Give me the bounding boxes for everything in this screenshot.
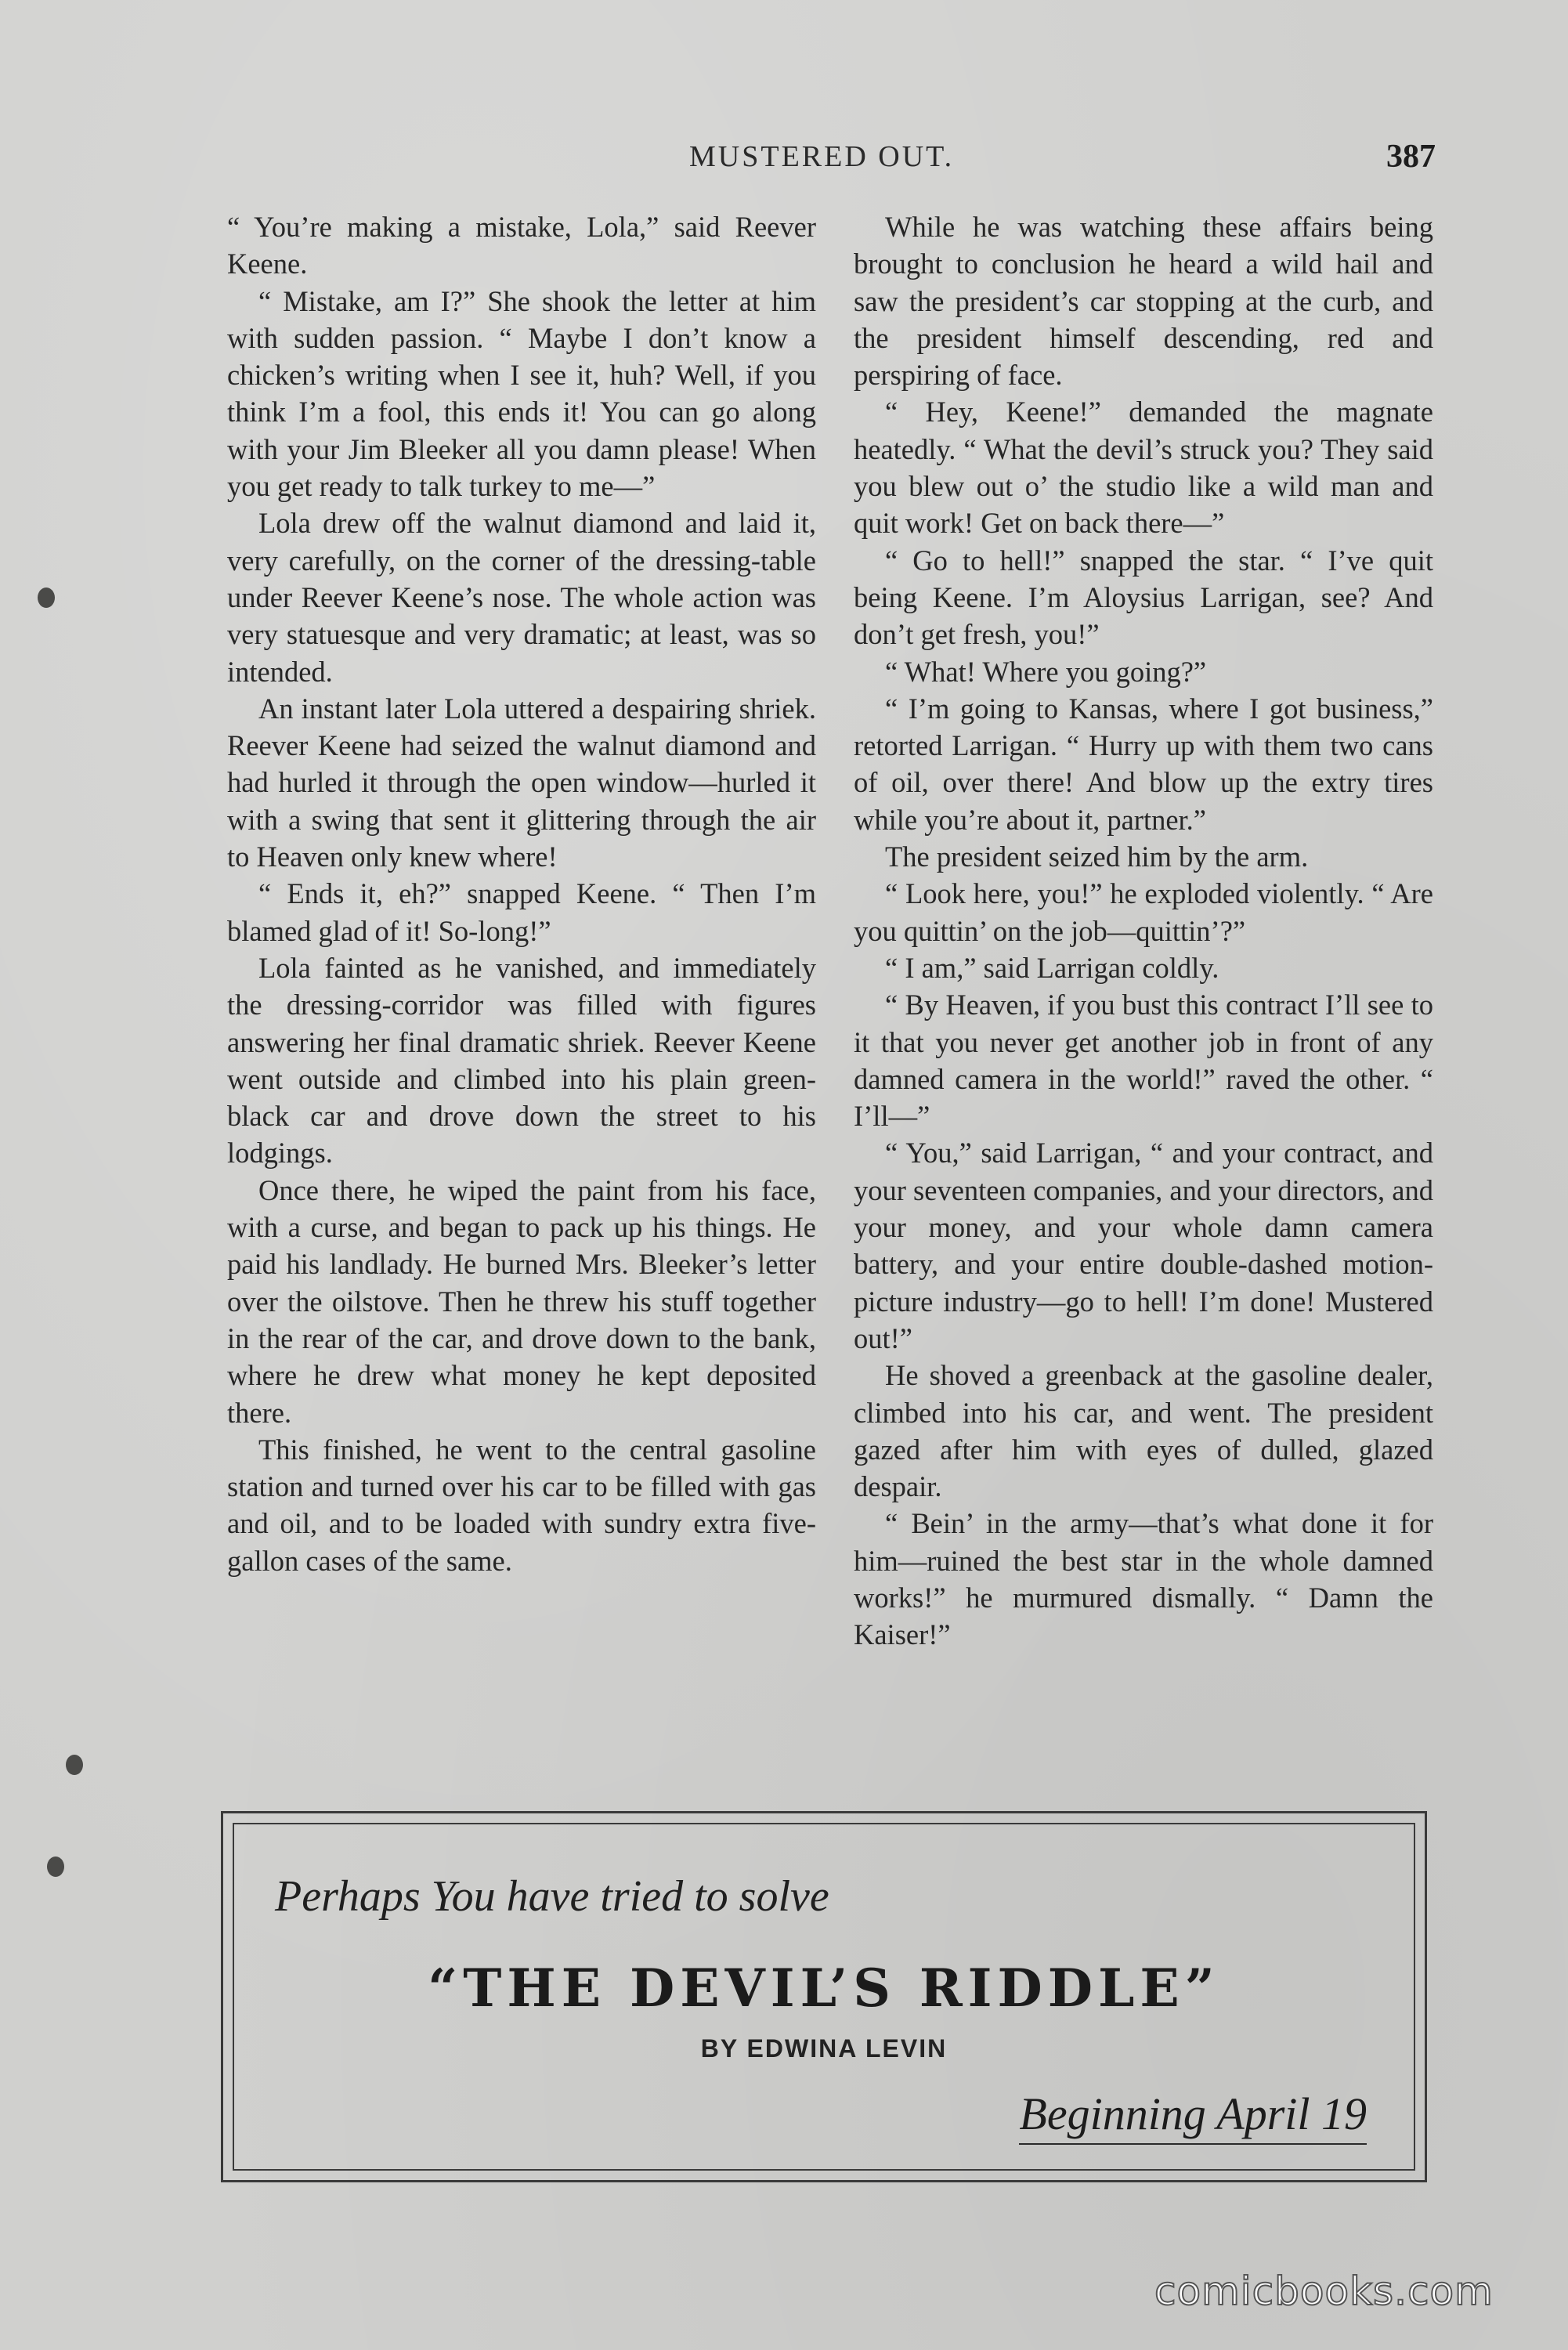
paragraph: “ Look here, you!” he exploded violently. “ Are you quittin’ on the job—quittin’?” bbox=[854, 877, 1433, 947]
watermark-logo: comicbooks.com bbox=[1154, 2269, 1494, 2314]
left-column bbox=[227, 208, 816, 1579]
right-column bbox=[854, 208, 1433, 1654]
paragraph: “ Bein’ in the army—that’s what done it for him—ruined the best star in the whole damned works!” he murmured dismally. “ Damn the Kaiser!” bbox=[854, 1507, 1433, 1651]
paragraph: Once there, he wiped the paint from his face, with a curse, and began to pack up his things. He paid his landlady. He burned Mrs. Bleeker’s letter over the oilstove. Then he threw his stuff together in the rear of the car, and drove down to the bank, where he drew what money he kept deposited there. bbox=[227, 1173, 816, 1429]
paragraph: Lola drew off the walnut diamond and laid it, very carefully, on the corner of the dressing-table under Reever Keene’s nose. The whole action was very statuesque and very dramatic; at least, was so intended. bbox=[227, 507, 816, 688]
ad-date: Beginning April 19 bbox=[1019, 2088, 1367, 2145]
paragraph: He shoved a greenback at the gasoline dealer, climbed into his car, and went. The president gazed after him with eyes of dulled, glazed despair. bbox=[854, 1359, 1433, 1503]
paragraph: “ Go to hell!” snapped the star. “ I’ve quit being Keene. I’m Aloysius Larrigan, see? And don’t get fresh, you!” bbox=[854, 544, 1433, 651]
paragraph: “ Ends it, eh?” snapped Keene. “ Then I’m blamed glad of it! So-long!” bbox=[227, 877, 816, 947]
paragraph: “ What! Where you going?” bbox=[885, 655, 1207, 688]
advertisement-inner-border bbox=[233, 1823, 1415, 2171]
page-number: 387 bbox=[1386, 139, 1436, 175]
paragraph: “ Mistake, am I?” She shook the letter at him with sudden passion. “ Maybe I don’t know a chicken’s writing when I see it, huh? Well, if you think I’m a fool, this ends it! You can go along with your Jim Bleeker all you damn please! When you get ready to talk turkey to me—” bbox=[227, 284, 816, 503]
paragraph: “ I am,” said Larrigan coldly. bbox=[885, 951, 1219, 984]
ad-tagline: Perhaps You have tried to solve bbox=[275, 1872, 829, 1921]
advertisement-box bbox=[221, 1811, 1427, 2182]
binding-hole bbox=[47, 1856, 64, 1877]
page-header bbox=[0, 139, 1568, 186]
paragraph: “ Hey, Keene!” demanded the magnate heatedly. “ What the devil’s struck you? They said you blew out o’ the studio like a wild man and quit work! Get on back there—” bbox=[854, 396, 1433, 540]
paragraph: “ You’re making a mistake, Lola,” said Reever Keene. bbox=[227, 211, 816, 280]
binding-hole bbox=[38, 588, 55, 608]
paragraph: “ I’m going to Kansas, where I got business,” retorted Larrigan. “ Hurry up with them two cans of oil, over there! And blow up the extry tires while you’re about it, partner.” bbox=[854, 692, 1433, 836]
binding-hole bbox=[66, 1755, 83, 1775]
paragraph: “ By Heaven, if you bust this contract I’ll see to it that you never get another job in front of any damned camera in the world!” raved the other. “ I’ll—” bbox=[854, 989, 1433, 1133]
paragraph: While he was watching these affairs being brought to conclusion he heard a wild hail and saw the president’s car stopping at the curb, and the president himself descending, red and perspiring of face. bbox=[854, 211, 1433, 392]
running-title: MUSTERED OUT. bbox=[689, 140, 955, 173]
paragraph: The president seized him by the arm. bbox=[885, 841, 1309, 873]
paragraph: This finished, he went to the central gasoline station and turned over his car to be filled with gas and oil, and to be loaded with sundry extra five-gallon cases of the same. bbox=[227, 1433, 816, 1577]
ad-byline: BY EDWINA LEVIN bbox=[700, 2034, 948, 2063]
ad-title: “THE DEVIL’S RIDDLE” bbox=[428, 1958, 1220, 2019]
paragraph: An instant later Lola uttered a despairing shriek. Reever Keene had seized the walnut diamond and had hurled it through the open window—hurled it with a swing that sent it glittering through the air to Heaven only knew where! bbox=[227, 692, 816, 873]
paragraph: Lola fainted as he vanished, and immediately the dressing-corridor was filled with figures answering her final dramatic shriek. Reever Keene went outside and climbed into his plain green-black car and drove down the street to his lodgings. bbox=[227, 951, 816, 1170]
paragraph: “ You,” said Larrigan, “ and your contract, and your seventeen companies, and your directors, and your money, and your whole damn camera battery, and your entire double-dashed motion-picture industry—go to hell! I’m done! Mustered out!” bbox=[854, 1137, 1433, 1354]
